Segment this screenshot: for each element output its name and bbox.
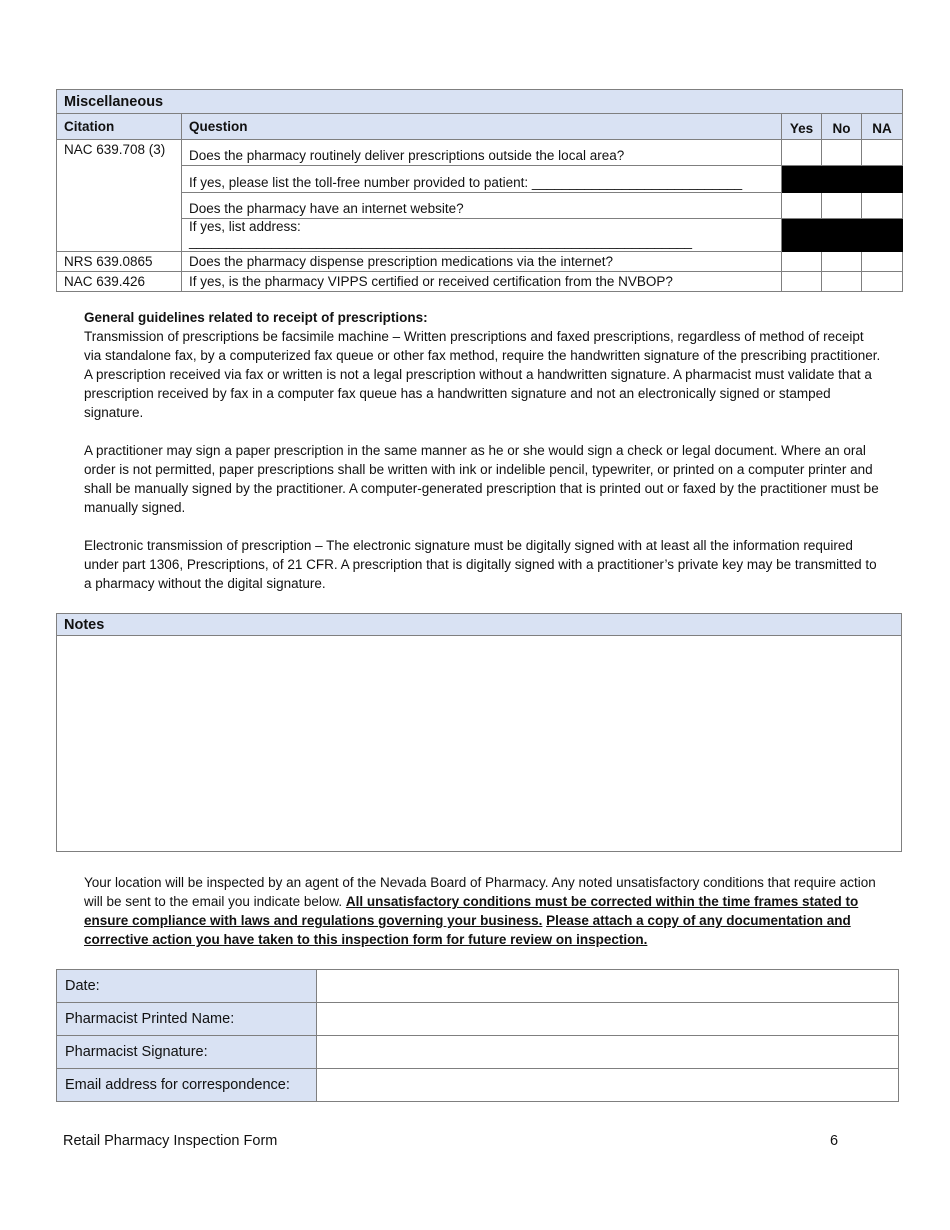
citation-cell: NRS 639.0865 bbox=[57, 252, 182, 272]
guidelines-paragraph-1 bbox=[84, 308, 884, 422]
question-cell: If yes, is the pharmacy VIPPS certified or received certification from the NVBOP? bbox=[182, 272, 782, 292]
misc-table bbox=[56, 89, 903, 292]
email-label: Email address for correspondence: bbox=[57, 1069, 317, 1102]
misc-section-title: Miscellaneous bbox=[57, 90, 903, 114]
no-checkbox-cell[interactable] bbox=[822, 252, 862, 272]
table-row bbox=[57, 140, 903, 166]
question-cell: Does the pharmacy dispense prescription medications via the internet? bbox=[182, 252, 782, 272]
signoff-table bbox=[56, 969, 899, 1102]
table-row bbox=[57, 166, 903, 193]
na-checkbox-cell[interactable] bbox=[862, 193, 903, 219]
table-row bbox=[57, 272, 903, 292]
question-cell: Does the pharmacy routinely deliver prescriptions outside the local area? bbox=[182, 140, 782, 166]
question-cell: Does the pharmacy have an internet website? bbox=[182, 193, 782, 219]
guidelines-paragraph-3: Electronic transmission of prescription – The electronic signature must be digitally signed with at least all the information required under part 1306, Prescriptions, of 21 CFR. A prescription that is digitally signed with a practitioner’s private key may be transmitted to a pharmacy without the digital signature. bbox=[84, 538, 877, 591]
blocked-cell bbox=[782, 166, 822, 193]
no-checkbox-cell[interactable] bbox=[822, 140, 862, 166]
inspection-warning: All unsatisfactory conditions must be corrected within the time frames stated to ensure compliance with laws and regulations governing your business. bbox=[84, 894, 859, 928]
notes-table bbox=[56, 613, 902, 852]
page-number: 6 bbox=[830, 1133, 839, 1149]
yes-checkbox-cell[interactable] bbox=[782, 272, 822, 292]
guidelines-title: General guidelines related to receipt of prescriptions: bbox=[84, 310, 428, 325]
yes-checkbox-cell[interactable] bbox=[782, 140, 822, 166]
date-label: Date: bbox=[57, 970, 317, 1003]
guidelines-section bbox=[84, 308, 884, 612]
no-checkbox-cell[interactable] bbox=[822, 272, 862, 292]
inspection-attach-instruction: Please attach a copy of any documentation and corrective action you have taken to this inspection form for future review on inspection. bbox=[84, 913, 851, 947]
question-cell: If yes, list address: ___________________________________________________________________ bbox=[182, 219, 782, 252]
pharmacist-name-label: Pharmacist Printed Name: bbox=[57, 1003, 317, 1036]
no-checkbox-cell[interactable] bbox=[822, 193, 862, 219]
na-checkbox-cell[interactable] bbox=[862, 272, 903, 292]
na-checkbox-cell[interactable] bbox=[862, 252, 903, 272]
pharmacist-signature-label: Pharmacist Signature: bbox=[57, 1036, 317, 1069]
table-row bbox=[57, 252, 903, 272]
pharmacist-name-field[interactable] bbox=[317, 1003, 899, 1036]
inspection-notice bbox=[84, 873, 884, 949]
notes-title: Notes bbox=[57, 614, 902, 636]
yes-checkbox-cell[interactable] bbox=[782, 252, 822, 272]
date-field[interactable] bbox=[317, 970, 899, 1003]
citation-cell: NAC 639.708 (3) bbox=[57, 140, 182, 252]
blocked-cell bbox=[862, 219, 903, 252]
blocked-cell bbox=[782, 219, 822, 252]
blocked-cell bbox=[822, 219, 862, 252]
email-field[interactable] bbox=[317, 1069, 899, 1102]
yes-header: Yes bbox=[782, 114, 822, 140]
question-header: Question bbox=[182, 114, 782, 140]
citation-cell: NAC 639.426 bbox=[57, 272, 182, 292]
table-row bbox=[57, 219, 903, 252]
no-header: No bbox=[822, 114, 862, 140]
citation-header: Citation bbox=[57, 114, 182, 140]
na-header: NA bbox=[862, 114, 903, 140]
guidelines-text: Transmission of prescriptions be facsimile machine – Written prescriptions and faxed prescriptions, regardless of method of receipt via standalone fax, by a computerized fax queue or other fax method, require the handwritten signature of the prescribing practitioner. A prescription received via fax or written is not a legal prescription without a handwritten signature. A pharmacist must validate that a prescription received by fax in a computer fax queue has a handwritten signature and not an electronically signed or stamped signature. bbox=[84, 329, 881, 420]
pharmacist-signature-field[interactable] bbox=[317, 1036, 899, 1069]
yes-checkbox-cell[interactable] bbox=[782, 193, 822, 219]
blocked-cell bbox=[822, 166, 862, 193]
notes-input-area[interactable] bbox=[57, 636, 902, 852]
na-checkbox-cell[interactable] bbox=[862, 140, 903, 166]
footer-title: Retail Pharmacy Inspection Form bbox=[63, 1133, 278, 1149]
inspection-text: Your location will be inspected by an agent of the Nevada Board of Pharmacy. Any noted unsatisfactory conditions that require action will be sent to the email you indicate below. bbox=[84, 875, 876, 909]
blocked-cell bbox=[862, 166, 903, 193]
question-cell: If yes, please list the toll-free number provided to patient: ____________________________ bbox=[182, 166, 782, 193]
guidelines-paragraph-2: A practitioner may sign a paper prescription in the same manner as he or she would sign a check or legal document. Where an oral order is not permitted, paper prescriptions shall be written with ink or indelible pencil, typewriter, or printed on a computer printer and shall be manually signed by the practitioner. A computer-generated prescription that is printed out or faxed by the practitioner must be manually signed. bbox=[84, 443, 879, 515]
table-row bbox=[57, 193, 903, 219]
